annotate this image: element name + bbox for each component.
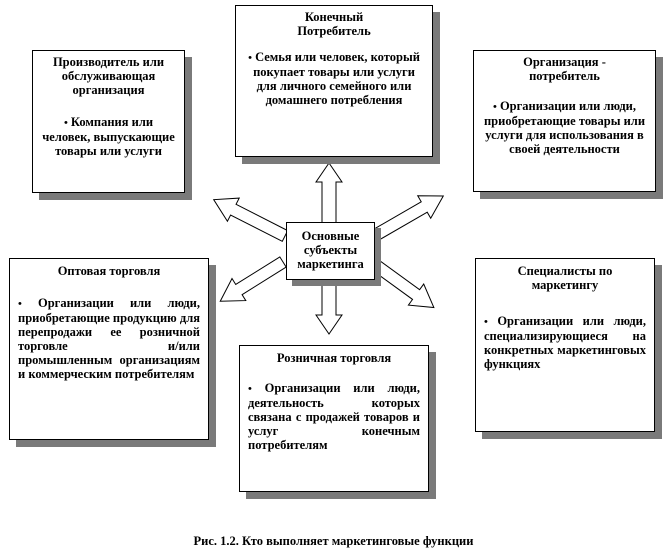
arrow-to-org-consumer (368, 185, 450, 248)
center-title: Основные субъекты маркетинга (297, 229, 364, 271)
producer-text: Компания или человек, выпускающие товары или услуги (42, 115, 175, 158)
bullet-icon: • (484, 316, 488, 328)
arrow-to-producer (208, 188, 291, 247)
consumer-title: Конечный Потребитель (297, 10, 371, 38)
retail-text: Организации или люди, деятельность которых связана с продажей товаров и услуг конечным потребителям (248, 381, 420, 452)
retail-title: Розничная торговля (276, 351, 392, 365)
bullet-icon: • (248, 52, 252, 64)
producer-box (32, 50, 185, 193)
specialists-box (475, 258, 655, 432)
wholesale-desc (18, 296, 200, 381)
retail-desc (248, 381, 420, 452)
arrow-to-retail (316, 277, 342, 334)
specialists-desc (484, 314, 646, 371)
consumer-box (235, 5, 433, 157)
center-box (286, 222, 375, 280)
arrow-to-consumer (316, 163, 342, 224)
wholesale-box (9, 258, 209, 440)
specialists-text: Организации или люди, специализирующиеся на конкретных маркетинговых функциях (484, 314, 647, 371)
retail-box (239, 345, 429, 492)
org-consumer-text: Организации или люди, приобретающие товары или услуги для использования в своей деятельности (483, 99, 646, 156)
consumer-desc (246, 50, 422, 107)
bullet-icon: • (63, 117, 68, 129)
specialists-title: Специалисты по маркетингу (517, 264, 613, 292)
org-consumer-desc (482, 99, 647, 156)
producer-title: Производитель или обслуживающая организация (52, 55, 165, 97)
org-consumer-box (473, 50, 656, 192)
figure-caption: Рис. 1.2. Кто выполняет маркетинговые функции (193, 534, 474, 548)
wholesale-title: Оптовая торговля (57, 264, 161, 278)
bullet-icon: • (18, 298, 22, 310)
org-consumer-title: Организация - потребитель (523, 55, 606, 83)
producer-desc (41, 115, 176, 158)
consumer-text: Семья или человек, который покупает товары или услуги для личного семейного или домашнего потребления (253, 50, 420, 107)
bullet-icon: • (492, 101, 497, 113)
bullet-icon: • (248, 383, 252, 395)
arrow-to-wholesale (213, 251, 290, 312)
arrow-to-specialists (366, 253, 441, 318)
wholesale-text: Организации или люди, приобретающие продукцию для перепродажи ее розничной торговле и/или промышленным организациям и коммерческим потребителям (18, 296, 200, 381)
